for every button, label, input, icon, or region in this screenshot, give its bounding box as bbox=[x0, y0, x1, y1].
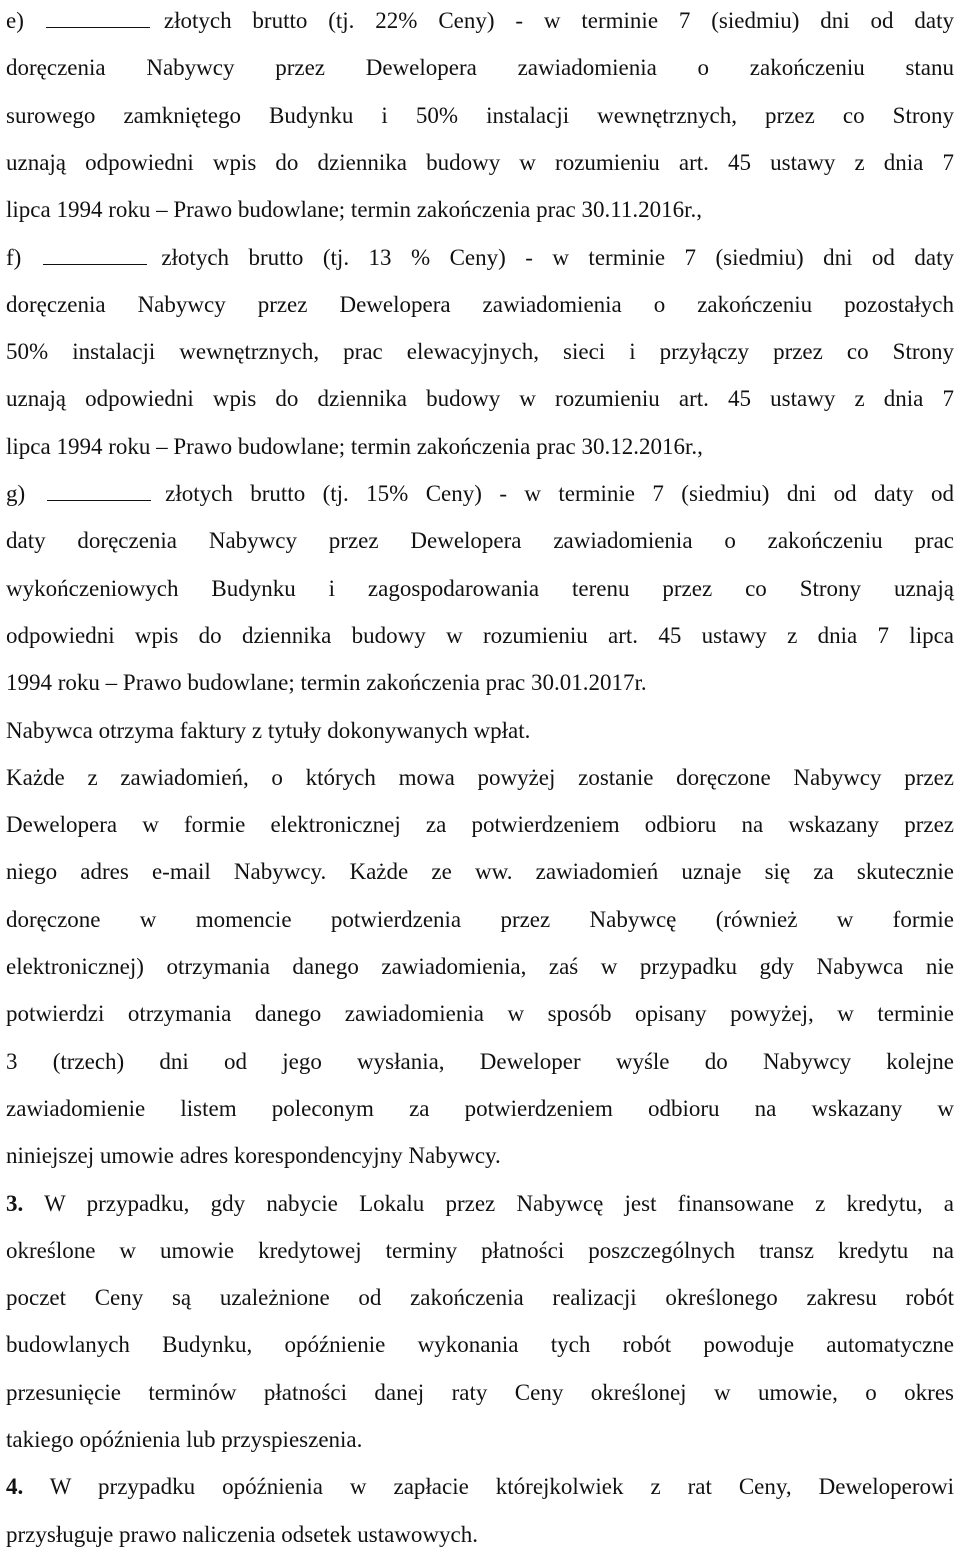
line-text: Nabywca otrzyma faktury z tytuły dokonywanych wpłat. bbox=[6, 717, 531, 743]
paragraph-number: 3. bbox=[6, 1190, 24, 1216]
line-text: złotych brutto (tj. 13 % Ceny) - w terminie 7 (siedmiu) dni od daty bbox=[161, 244, 954, 270]
text-line bbox=[6, 384, 954, 430]
line-text: surowego zamkniętego Budynku i 50% instalacji wewnętrznych, przez co Strony bbox=[6, 102, 954, 128]
line-text: lipca 1994 roku – Prawo budowlane; termin zakończenia prac 30.12.2016r., bbox=[6, 433, 703, 459]
text-line bbox=[6, 1141, 954, 1187]
amount-blank-field bbox=[47, 482, 151, 501]
text-line bbox=[6, 952, 954, 998]
line-text: niniejszej umowie adres korespondencyjny Nabywcy. bbox=[6, 1143, 501, 1169]
text-line bbox=[6, 810, 954, 856]
line-text: Każde z zawiadomień, o których mowa powyżej zostanie doręczone Nabywcy przez bbox=[6, 764, 954, 790]
line-text: takiego opóźnienia lub przyspieszenia. bbox=[6, 1427, 363, 1452]
line-text: złotych brutto (tj. 15% Ceny) - w terminie 7 (siedmiu) dni od daty od bbox=[165, 481, 954, 506]
line-text: budowlanych Budynku, opóźnienie wykonania tych robót powoduje automatyczne bbox=[6, 1332, 954, 1358]
line-text: potwierdzi otrzymania danego zawiadomienia w sposób opisany powyżej, w terminie bbox=[6, 1001, 954, 1027]
text-line bbox=[6, 243, 954, 289]
line-text: Dewelopera w formie elektronicznej za potwierdzeniem odbioru na wskazany przez bbox=[6, 812, 954, 838]
line-text: 50% instalacji wewnętrznych, prac elewacyjnych, sieci i przyłączy przez co Strony bbox=[6, 339, 954, 365]
text-line bbox=[6, 668, 954, 714]
text-line bbox=[6, 432, 954, 478]
line-text: zawiadomienie listem poleconym za potwierdzeniem odbioru na wskazany w bbox=[6, 1095, 954, 1121]
text-line bbox=[6, 999, 954, 1045]
text-line bbox=[6, 1094, 954, 1140]
text-line bbox=[6, 857, 954, 903]
line-text: poczet Ceny są uzależnione od zakończenia realizacji określonego zakresu robót bbox=[6, 1285, 954, 1311]
line-text: lipca 1994 roku – Prawo budowlane; termin zakończenia prac 30.11.2016r., bbox=[6, 197, 702, 223]
item-label: f) bbox=[6, 244, 22, 270]
text-line bbox=[6, 1189, 954, 1235]
line-text: uznają odpowiedni wpis do dziennika budowy w rozumieniu art. 45 ustawy z dnia 7 bbox=[6, 386, 954, 412]
text-line bbox=[6, 716, 954, 762]
line-text: W przypadku opóźnienia w zapłacie którejkolwiek z rat Ceny, Deweloperowi bbox=[49, 1474, 954, 1500]
line-text: przesunięcie terminów płatności danej raty Ceny określonej w umowie, o okres bbox=[6, 1379, 954, 1405]
text-line bbox=[6, 1330, 954, 1376]
line-text: doręczenia Nabywcy przez Dewelopera zawiadomienia o zakończeniu pozostałych bbox=[6, 291, 954, 317]
text-line bbox=[6, 101, 954, 147]
text-line bbox=[6, 1425, 954, 1471]
line-text: doręczone w momencie potwierdzenia przez Nabywcę (również w formie bbox=[6, 906, 954, 932]
line-text: określone w umowie kredytowej terminy płatności poszczególnych transz kredytu na bbox=[6, 1237, 954, 1263]
line-text: doręczenia Nabywcy przez Dewelopera zawiadomienia o zakończeniu stanu bbox=[6, 55, 954, 81]
line-text: złotych brutto (tj. 22% Ceny) - w terminie 7 (siedmiu) dni od daty bbox=[163, 8, 954, 33]
text-line bbox=[6, 574, 954, 620]
text-line bbox=[6, 53, 954, 99]
text-line bbox=[6, 526, 954, 572]
item-label: g) bbox=[6, 481, 26, 506]
text-line bbox=[6, 1047, 954, 1093]
line-text: wykończeniowych Budynku i zagospodarowania terenu przez co Strony uznają bbox=[6, 575, 954, 601]
text-line bbox=[6, 148, 954, 194]
text-line bbox=[6, 290, 954, 336]
line-text: przysługuje prawo naliczenia odsetek ustawowych. bbox=[6, 1521, 478, 1547]
line-text: W przypadku, gdy nabycie Lokalu przez Nabywcę jest finansowane z kredytu, a bbox=[44, 1190, 954, 1216]
line-text: odpowiedni wpis do dziennika budowy w rozumieniu art. 45 ustawy z dnia 7 lipca bbox=[6, 622, 954, 648]
text-line bbox=[6, 479, 954, 525]
text-line bbox=[6, 1283, 954, 1329]
line-text: uznają odpowiedni wpis do dziennika budowy w rozumieniu art. 45 ustawy z dnia 7 bbox=[6, 149, 954, 175]
amount-blank-field bbox=[43, 246, 147, 265]
line-text: 3 (trzech) dni od jego wysłania, Deweloper wyśle do Nabywcy kolejne bbox=[6, 1048, 954, 1074]
line-text: 1994 roku – Prawo budowlane; termin zakończenia prac 30.01.2017r. bbox=[6, 670, 647, 696]
text-line bbox=[6, 1472, 954, 1518]
line-text: niego adres e-mail Nabywcy. Każde ze ww. zawiadomień uznaje się za skutecznie bbox=[6, 859, 954, 885]
paragraph-number: 4. bbox=[6, 1474, 24, 1500]
text-line bbox=[6, 6, 954, 52]
amount-blank-field bbox=[46, 9, 150, 28]
text-line bbox=[6, 905, 954, 951]
text-line bbox=[6, 763, 954, 809]
line-text: daty doręczenia Nabywcy przez Dewelopera zawiadomienia o zakończeniu prac bbox=[6, 528, 954, 554]
text-line bbox=[6, 621, 954, 667]
text-line bbox=[6, 337, 954, 383]
text-line bbox=[6, 1520, 954, 1566]
text-line bbox=[6, 1236, 954, 1282]
text-line bbox=[6, 1378, 954, 1424]
item-label: e) bbox=[6, 8, 24, 33]
line-text: elektronicznej) otrzymania danego zawiadomienia, zaś w przypadku gdy Nabywca nie bbox=[6, 954, 954, 979]
text-line bbox=[6, 195, 954, 241]
